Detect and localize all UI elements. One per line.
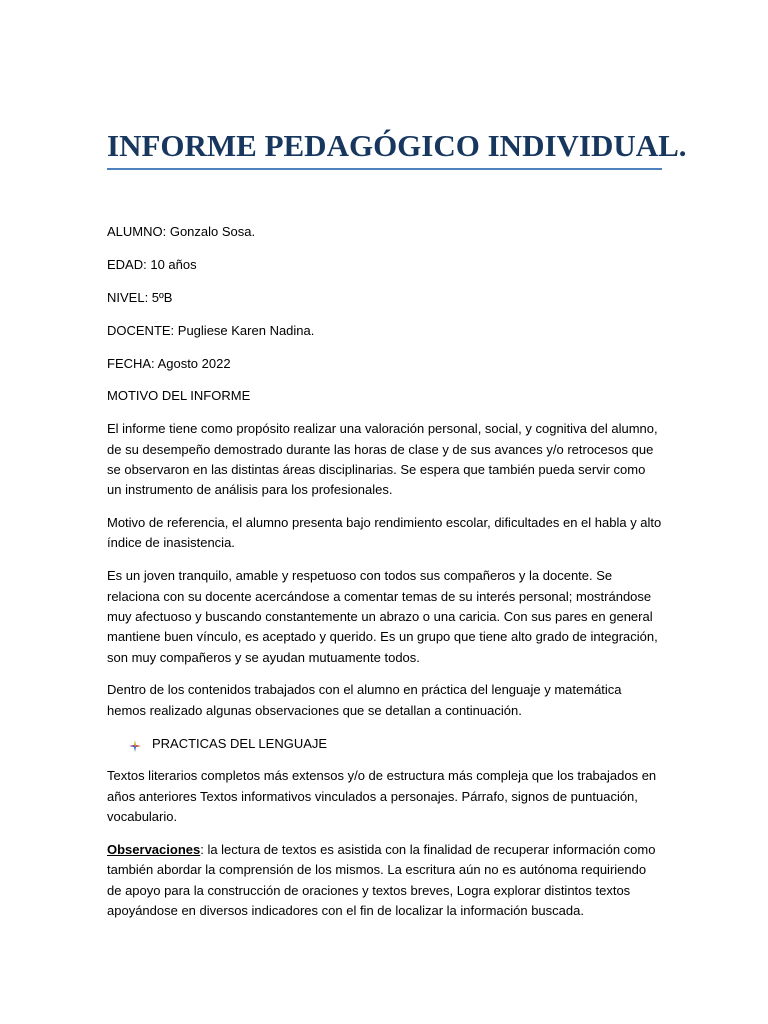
paragraph-referral: Motivo de referencia, el alumno presenta bajo rendimiento escolar, dificultades en el habla y alto índice de inasistencia.	[107, 515, 662, 551]
four-point-star-icon	[129, 738, 141, 750]
document-title: INFORME PEDAGÓGICO INDIVIDUAL.	[107, 128, 687, 163]
paragraph-contents: Textos literarios completos más extensos y/o de estructura más compleja que los trabajados en años anteriores Textos informativos vinculados a personajes. Párrafo, signos de puntuación, vocabulario.	[107, 768, 657, 825]
section-heading-motivo: MOTIVO DEL INFORME	[107, 388, 251, 404]
bullet-label: PRACTICAS DEL LENGUAJE	[152, 735, 328, 751]
observations-text: : la lectura de textos es asistida con la finalidad de recuperar información como también abordar la comprensión de los mismos. La escritura aún no es autónoma requiriendo de apoyo para la construcción de oraciones y textos breves, Logra explorar distintos textos apoyándose en diversos indicadores con el fin de localizar la información buscada.	[107, 841, 656, 918]
document-body	[107, 222, 663, 934]
paragraph-purpose: El informe tiene como propósito realizar una valoración personal, social, y cognitiva del alumno, de su desempeño demostrado durante las horas de clase y de sus avances y/o retrocesos que se observaron en las distintas áreas disciplinarias. Se espera que también pueda servir como un instrumento de análisis para los profesionales.	[107, 421, 658, 498]
field-nivel: NIVEL: 5ºB	[107, 289, 173, 305]
paragraph-contents-intro: Dentro de los contenidos trabajados con el alumno en práctica del lenguaje y matemática hemos realizado algunas observaciones que se detallan a continuación.	[107, 682, 622, 718]
field-alumno: ALUMNO: Gonzalo Sosa.	[107, 224, 256, 239]
field-fecha: FECHA: Agosto 2022	[107, 355, 231, 371]
observations-label: Observaciones	[107, 841, 201, 857]
field-edad: EDAD: 10 años	[107, 256, 197, 272]
paragraph-observations	[107, 840, 663, 921]
paragraph-behavior: Es un joven tranquilo, amable y respetuoso con todos sus compañeros y la docente. Se relaciona con su docente acercándose a comentar temas de su interés personal; mostrándose muy afectuoso y buscando constantemente un abrazo o una caricia. Con sus pares en general mantiene buen vínculo, es aceptado y querido. Es un grupo que tiene alto grado de integración, son muy compañeros y se ayudan mutuamente todos.	[107, 568, 658, 665]
bullet-item-practicas	[107, 734, 663, 754]
title-underline-rule	[107, 168, 662, 170]
field-docente: DOCENTE: Pugliese Karen Nadina.	[107, 322, 315, 338]
